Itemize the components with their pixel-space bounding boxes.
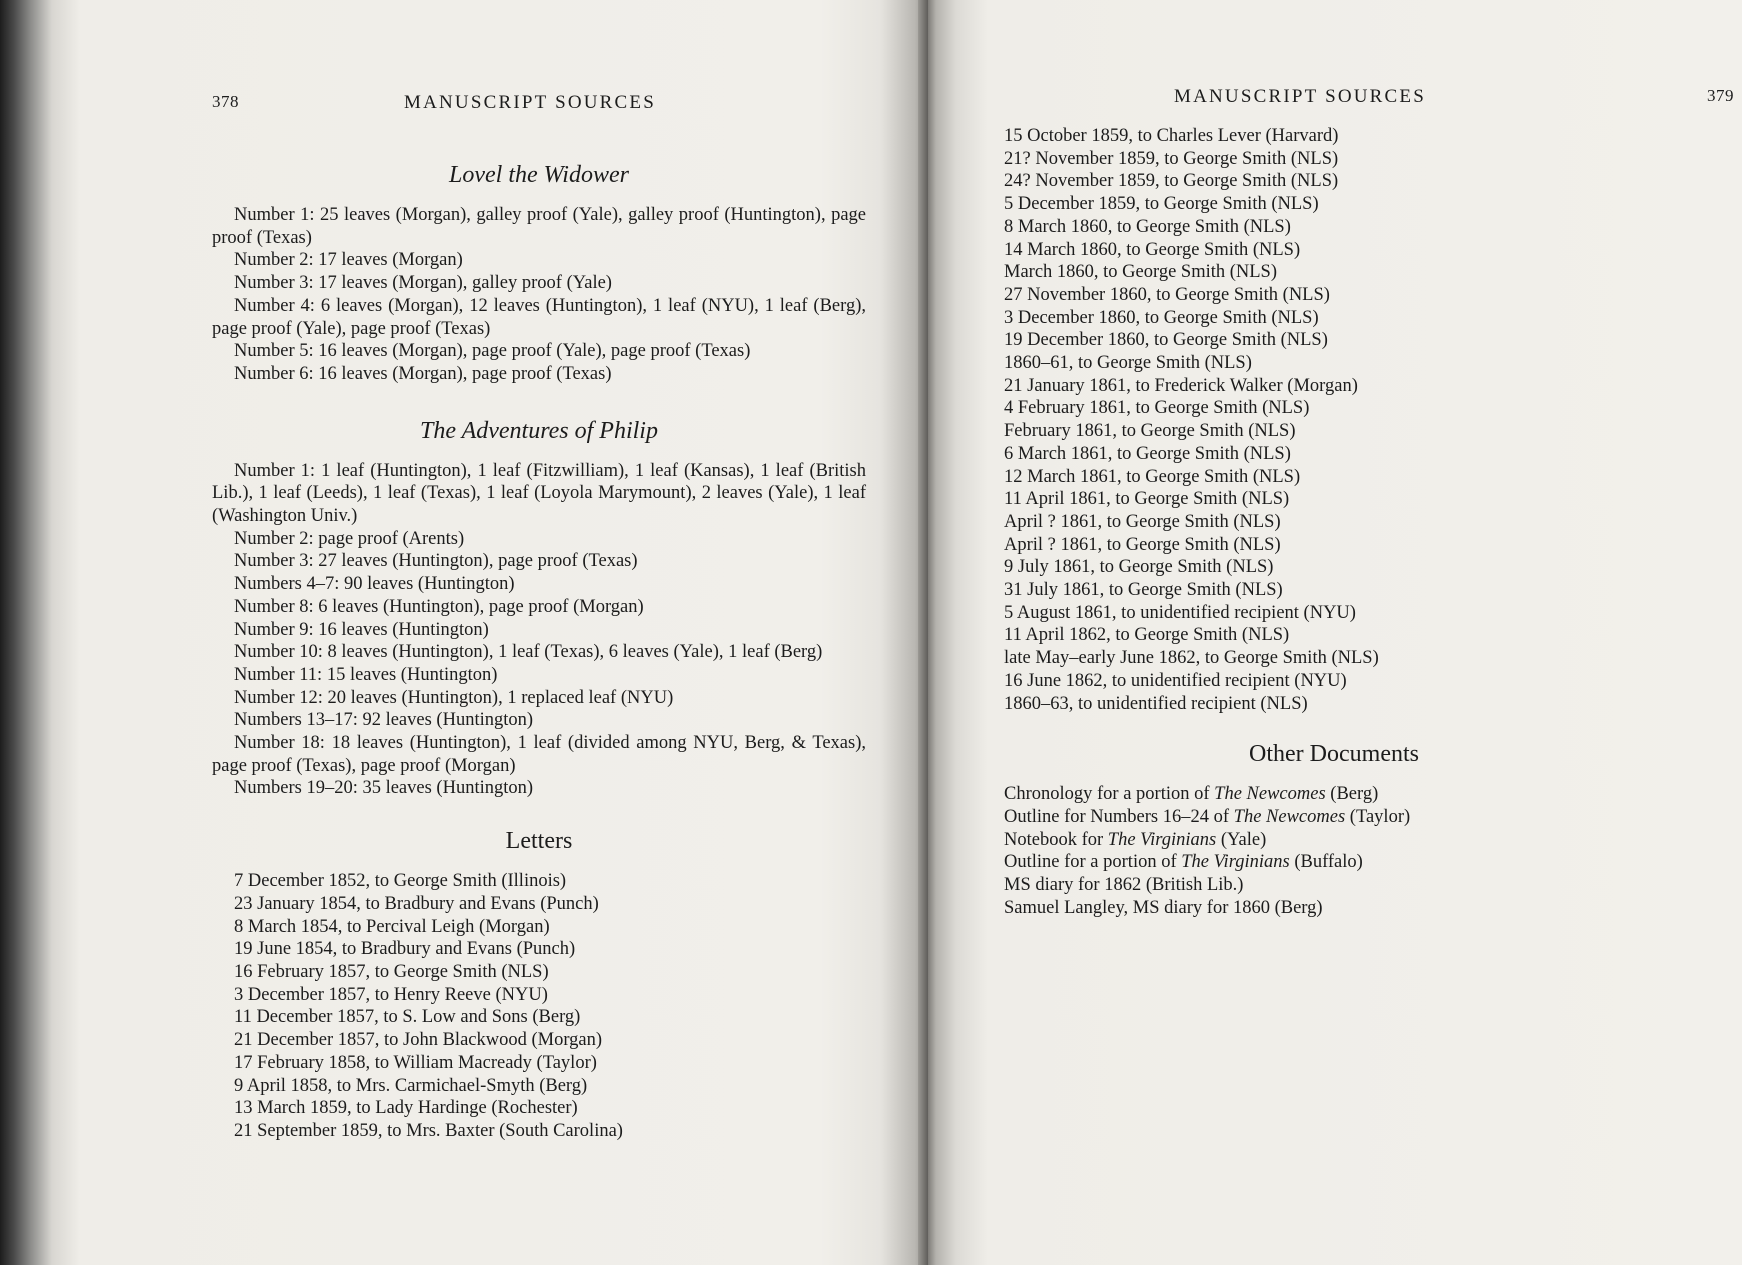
section-entries [212,870,866,1142]
document-text: (Berg) [1325,784,1379,805]
letter-entry: 12 March 1861, to George Smith (NLS) [1004,466,1301,487]
letter-entry: 3 December 1860, to George Smith (NLS) [1004,307,1319,328]
section-entries [212,204,866,386]
letter-entry: 27 November 1860, to George Smith (NLS) [1004,284,1330,305]
letter-entry: 14 March 1860, to George Smith (NLS) [1004,239,1301,260]
document-text: (Yale) [1216,829,1267,850]
document-entry [1004,897,1664,920]
letter-entry: 11 April 1862, to George Smith (NLS) [1004,625,1290,646]
document-entry [1004,851,1664,874]
running-head [1004,86,1734,116]
letter-entry: 13 March 1859, to Lady Hardinge (Rochester) [234,1098,578,1119]
letter-entry: late May–early June 1862, to George Smith (NLS) [1004,648,1379,669]
manuscript-entry: Number 11: 15 leaves (Huntington) [234,664,498,685]
page-number: 379 [1707,86,1734,105]
manuscript-entry: Number 8: 6 leaves (Huntington), page proof (Morgan) [234,596,644,617]
letter-entry: February 1861, to George Smith (NLS) [1004,421,1296,442]
letter-entry: 15 October 1859, to Charles Lever (Harvard) [1004,126,1339,146]
manuscript-entry: Number 10: 8 leaves (Huntington), 1 leaf (Texas), 6 leaves (Yale), 1 leaf (Berg) [234,642,823,663]
letter-entry: 23 January 1854, to Bradbury and Evans (Punch) [234,893,599,914]
left-page-content [212,92,866,1143]
document-text: (Taylor) [1345,806,1411,827]
letters-continued [1004,125,1664,715]
section-heading: The Adventures of Philip [420,417,658,444]
manuscript-entry: Number 6: 16 leaves (Morgan), page proof (Texas) [234,363,612,384]
manuscript-entry: Numbers 19–20: 35 leaves (Huntington) [234,778,534,799]
letter-entry: 19 December 1860, to George Smith (NLS) [1004,330,1328,351]
manuscript-entry: Number 3: 27 leaves (Huntington), page proof (Texas) [234,551,638,572]
document-text: MS diary for 1862 (British Lib.) [1004,875,1244,896]
other-documents-list [1004,783,1664,919]
document-text: Samuel Langley, MS diary for 1860 (Berg) [1004,897,1323,918]
document-text: Notebook for [1004,829,1108,850]
letter-entry: 8 March 1854, to Percival Leigh (Morgan) [234,916,550,937]
document-text: (Buffalo) [1289,852,1363,873]
letter-entry: 21 December 1857, to John Blackwood (Morgan) [234,1030,603,1051]
running-head [212,92,866,122]
letter-entry: 3 December 1857, to Henry Reeve (NYU) [234,984,548,1005]
letter-entry: 21 January 1861, to Frederick Walker (Morgan) [1004,375,1358,396]
document-text: Chronology for a portion of [1004,784,1215,805]
manuscript-entry: Number 9: 16 leaves (Huntington) [234,619,489,640]
letter-entry: 9 April 1858, to Mrs. Carmichael-Smyth (Berg) [234,1075,588,1096]
letter-entry: 1860–61, to George Smith (NLS) [1004,353,1252,374]
manuscript-entry: Number 18: 18 leaves (Huntington), 1 leaf (divided among NYU, Berg, & Texas), page proof (Texas), page proof (Morgan) [212,733,866,776]
manuscript-entry: Numbers 4–7: 90 leaves (Huntington) [234,574,515,595]
document-title: The Newcomes [1233,806,1346,827]
page-number: 378 [212,92,239,111]
manuscript-entry: Number 4: 6 leaves (Morgan), 12 leaves (Huntington), 1 leaf (NYU), 1 leaf (Berg), page proof (Yale), page proof (Texas) [212,295,866,339]
document-title: The Virginians [1107,829,1217,850]
manuscript-entry: Number 2: 17 leaves (Morgan) [234,250,463,271]
running-head-title: MANUSCRIPT SOURCES [1174,86,1427,107]
letter-entry: April ? 1861, to George Smith (NLS) [1004,534,1281,555]
manuscript-entry: Number 2: page proof (Arents) [234,528,465,549]
document-entry [1004,829,1664,852]
letter-entry: April ? 1861, to George Smith (NLS) [1004,511,1281,532]
letter-entry: 9 July 1861, to George Smith (NLS) [1004,557,1274,578]
letter-entry: 19 June 1854, to Bradbury and Evans (Punch) [234,939,576,960]
letter-entry: 31 July 1861, to George Smith (NLS) [1004,580,1283,601]
letter-entry: March 1860, to George Smith (NLS) [1004,262,1278,283]
manuscript-entry: Number 12: 20 leaves (Huntington), 1 replaced leaf (NYU) [234,687,674,708]
document-text: Outline for a portion of [1004,852,1182,873]
letter-entry: 11 April 1861, to George Smith (NLS) [1004,489,1290,510]
document-entry [1004,874,1664,897]
right-page [928,0,1742,1265]
section-heading: Lovel the Widower [449,162,629,188]
section-heading: Other Documents [1249,741,1419,768]
document-entry [1004,806,1664,829]
letter-entry: 21? November 1859, to George Smith (NLS) [1004,148,1339,169]
letter-entry: 5 August 1861, to unidentified recipient (NYU) [1004,602,1356,623]
letter-entry: 16 June 1862, to unidentified recipient (NYU) [1004,670,1347,691]
letter-entry: 4 February 1861, to George Smith (NLS) [1004,398,1310,419]
document-entry [1004,783,1664,806]
section-heading: Letters [505,828,573,855]
document-title: The Newcomes [1214,784,1326,805]
letter-entry: 21 September 1859, to Mrs. Baxter (South Carolina) [234,1120,623,1141]
running-head-title: MANUSCRIPT SOURCES [404,92,657,113]
letter-entry: 7 December 1852, to George Smith (Illinois) [234,871,567,892]
manuscript-entry: Numbers 13–17: 92 leaves (Huntington) [234,710,534,731]
letter-entry: 24? November 1859, to George Smith (NLS) [1004,171,1339,192]
right-page-content [1004,86,1734,920]
letter-entry: 8 March 1860, to George Smith (NLS) [1004,216,1291,237]
letter-entry: 16 February 1857, to George Smith (NLS) [234,961,549,982]
letter-entry: 11 December 1857, to S. Low and Sons (Berg) [234,1007,581,1028]
section-entries [212,460,866,801]
manuscript-entry: Number 1: 1 leaf (Huntington), 1 leaf (Fitzwilliam), 1 leaf (Kansas), 1 leaf (British Lib.), 1 leaf (Leeds), 1 leaf (Texas), 1 leaf (Loyola Marymount), 2 leaves (Yale), 1 leaf (Washington Univ.) [212,460,866,527]
letter-entry: 17 February 1858, to William Macready (Taylor) [234,1052,597,1073]
manuscript-entry: Number 1: 25 leaves (Morgan), galley proof (Yale), galley proof (Huntington), page proof (Texas) [212,205,866,248]
document-title: The Virginians [1181,852,1290,873]
document-text: Outline for Numbers 16–24 of [1004,806,1234,827]
letter-entry: 5 December 1859, to George Smith (NLS) [1004,194,1319,215]
letter-entry: 6 March 1861, to George Smith (NLS) [1004,443,1291,464]
manuscript-entry: Number 3: 17 leaves (Morgan), galley proof (Yale) [234,273,612,294]
manuscript-entry: Number 5: 16 leaves (Morgan), page proof (Yale), page proof (Texas) [234,341,751,362]
letter-entry: 1860–63, to unidentified recipient (NLS) [1004,693,1308,714]
